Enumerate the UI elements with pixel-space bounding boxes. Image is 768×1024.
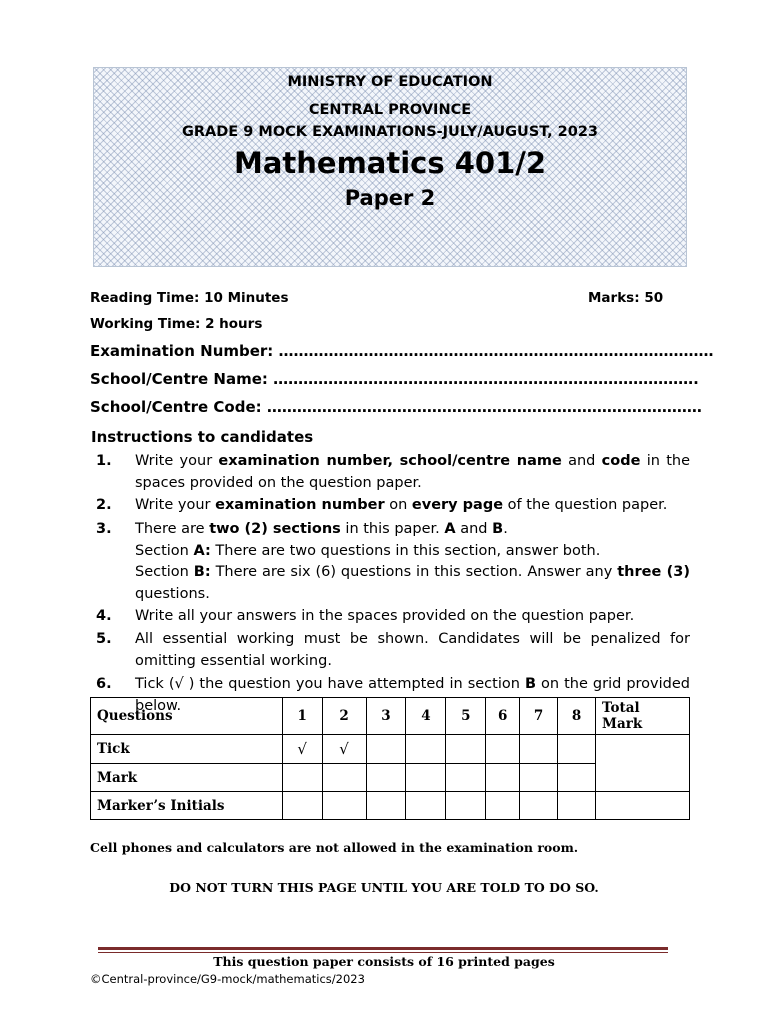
grid-row-initials (91, 792, 690, 820)
grid-questions-label: Questions (91, 698, 283, 735)
school-code-field[interactable]: School/Centre Code: …………………………………………………………………………… (90, 398, 702, 416)
instruction-item-4: 4. Write all your answers in the spaces provided on the question paper. (96, 608, 635, 624)
instruction-item-1: 1. Write your examination number, school/centre name and code in the spaces provided on the question paper. (96, 453, 691, 491)
tick-cell-8[interactable] (558, 735, 596, 764)
marking-grid (90, 697, 690, 820)
mark-cell-7[interactable] (520, 764, 558, 792)
paper-title: Paper 2 (344, 186, 436, 210)
grid-row-label: Marker’s Initials (91, 792, 283, 820)
tick-cell-2[interactable]: √ (322, 735, 366, 764)
grid-header-row (91, 698, 690, 735)
mark-cell-6[interactable] (486, 764, 520, 792)
instruction-item-2: 2. Write your examination number on every page of the question paper. (96, 497, 668, 513)
tick-cell-3[interactable] (366, 735, 406, 764)
examination-number-field[interactable]: Examination Number: …………………………………………………………………………… (90, 342, 714, 360)
grid-total-label: Total Mark (596, 698, 690, 735)
mark-cell-1[interactable] (282, 764, 322, 792)
grid-row-label: Tick (91, 735, 283, 764)
phones-notice: Cell phones and calculators are not allowed in the examination room. (90, 840, 579, 855)
tick-cell-7[interactable] (520, 735, 558, 764)
exam-header-box (93, 67, 687, 267)
grid-row-tick (91, 735, 690, 764)
grid-col-8: 8 (558, 698, 596, 735)
copyright-footer: ©Central-province/G9-mock/mathematics/2023 (90, 972, 365, 986)
initials-cell-5[interactable] (446, 792, 486, 820)
initials-cell-3[interactable] (366, 792, 406, 820)
total-initials-cell[interactable] (596, 792, 690, 820)
exam-heading: GRADE 9 MOCK EXAMINATIONS-JULY/AUGUST, 2023 (181, 124, 599, 140)
footer-divider-thin (98, 952, 668, 953)
tick-cell-6[interactable] (486, 735, 520, 764)
mark-cell-8[interactable] (558, 764, 596, 792)
mark-cell-4[interactable] (406, 764, 446, 792)
grid-col-1: 1 (282, 698, 322, 735)
grid-col-7: 7 (520, 698, 558, 735)
grid-row-label: Mark (91, 764, 283, 792)
section-b-note: Section B: There are six (6) questions in this section. Answer any three (3) questions. (135, 564, 691, 602)
province-heading: CENTRAL PROVINCE (308, 102, 472, 118)
ministry-heading: MINISTRY OF EDUCATION (287, 74, 493, 90)
section-a-note: Section A: There are two questions in this section, answer both. (135, 542, 601, 559)
grid-col-4: 4 (406, 698, 446, 735)
tick-cell-5[interactable] (446, 735, 486, 764)
instruction-item-5: 5. All essential working must be shown. Candidates will be penalized for omitting essential working. (96, 631, 690, 669)
tick-cell-4[interactable] (406, 735, 446, 764)
school-name-field[interactable]: School/Centre Name: …………………………………………………………………………. (90, 370, 699, 388)
grid-col-3: 3 (366, 698, 406, 735)
working-time: Working Time: 2 hours (90, 316, 263, 332)
mark-cell-2[interactable] (322, 764, 366, 792)
initials-cell-1[interactable] (282, 792, 322, 820)
instruction-item-3: 3. There are two (2) sections in this paper. A and B. Section A: There are two questions in this section, answer both. Section B: There are six (6) questions in this section. Answer any three (3) questions. (96, 519, 690, 605)
tick-cell-1[interactable]: √ (282, 735, 322, 764)
turn-page-notice: DO NOT TURN THIS PAGE UNTIL YOU ARE TOLD TO DO SO. (169, 880, 599, 895)
subject-title: Mathematics 401/2 (233, 146, 547, 180)
initials-cell-8[interactable] (558, 792, 596, 820)
grid-col-2: 2 (322, 698, 366, 735)
page-count-note: This question paper consists of 16 printed pages (213, 954, 555, 969)
initials-cell-7[interactable] (520, 792, 558, 820)
total-marks: Marks: 50 (588, 290, 664, 306)
initials-cell-4[interactable] (406, 792, 446, 820)
grid-col-5: 5 (446, 698, 486, 735)
initials-cell-6[interactable] (486, 792, 520, 820)
instructions-title: Instructions to candidates (91, 428, 314, 446)
reading-time: Reading Time: 10 Minutes (90, 290, 289, 306)
grid-col-6: 6 (486, 698, 520, 735)
mark-cell-3[interactable] (366, 764, 406, 792)
mark-cell-5[interactable] (446, 764, 486, 792)
initials-cell-2[interactable] (322, 792, 366, 820)
footer-divider (98, 947, 668, 950)
total-mark-cell[interactable] (596, 735, 690, 792)
instruction-item-6: 6. Tick (√ ) the question you have attempted in section B on the grid provided below. (96, 676, 690, 714)
